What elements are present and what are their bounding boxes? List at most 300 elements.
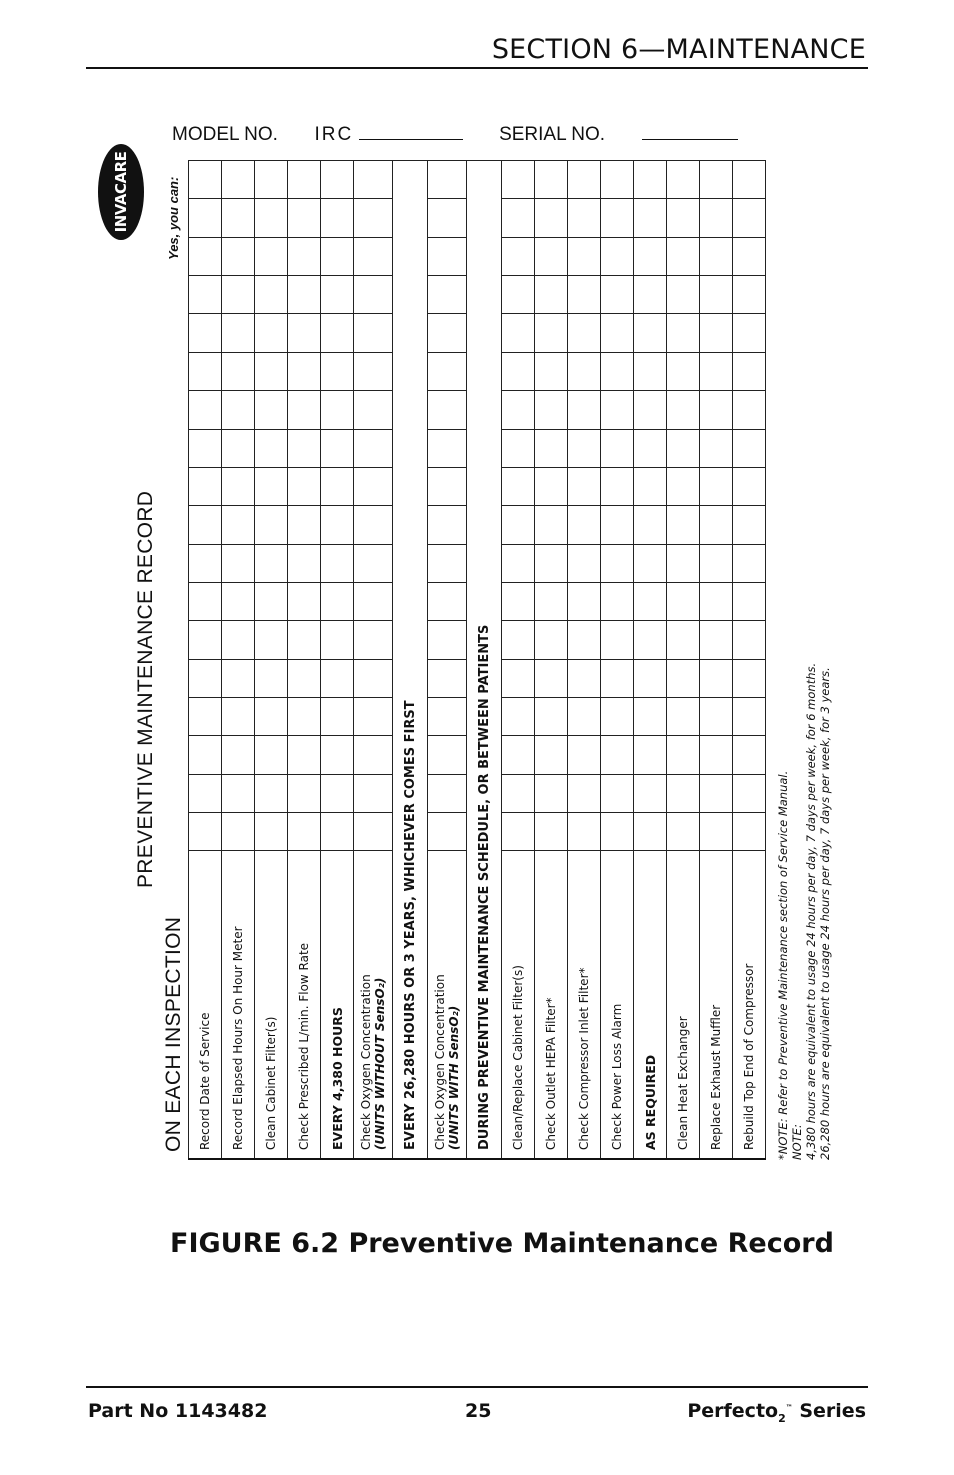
entry-cell[interactable] <box>321 429 354 467</box>
entry-cell[interactable] <box>700 621 733 659</box>
entry-cell[interactable] <box>700 659 733 697</box>
entry-cell[interactable] <box>700 237 733 275</box>
entry-cell[interactable] <box>700 199 733 237</box>
entry-cell[interactable] <box>601 276 634 314</box>
entry-cell[interactable] <box>700 391 733 429</box>
entry-cell[interactable] <box>634 391 667 429</box>
entry-cell[interactable] <box>733 659 766 697</box>
entry-cell[interactable] <box>568 352 601 390</box>
entry-cell[interactable] <box>288 314 321 352</box>
entry-cell[interactable] <box>189 276 222 314</box>
entry-cell[interactable] <box>733 352 766 390</box>
entry-cell[interactable] <box>667 429 700 467</box>
entry-cell[interactable] <box>667 352 700 390</box>
entry-cell[interactable] <box>189 506 222 544</box>
entry-cell[interactable] <box>321 391 354 429</box>
entry-cell[interactable] <box>222 506 255 544</box>
entry-cell[interactable] <box>502 352 535 390</box>
entry-cell[interactable] <box>288 736 321 774</box>
row-label <box>601 851 634 1159</box>
entry-cell[interactable] <box>502 314 535 352</box>
entry-cell[interactable] <box>189 237 222 275</box>
entry-cell[interactable] <box>634 659 667 697</box>
entry-cell[interactable] <box>354 659 393 697</box>
entry-cell[interactable] <box>535 774 568 812</box>
entry-cell[interactable] <box>601 352 634 390</box>
entry-cell[interactable] <box>601 582 634 620</box>
entry-cell[interactable] <box>288 697 321 735</box>
entry-cell[interactable] <box>535 697 568 735</box>
entry-cell[interactable] <box>428 161 467 199</box>
entry-cell[interactable] <box>288 621 321 659</box>
entry-cell[interactable] <box>321 582 354 620</box>
entry-cell[interactable] <box>354 812 393 850</box>
entry-cell[interactable] <box>733 467 766 505</box>
entry-cell[interactable] <box>502 659 535 697</box>
entry-cell[interactable] <box>428 352 467 390</box>
entry-cell[interactable] <box>428 582 467 620</box>
entry-cell[interactable] <box>255 659 288 697</box>
entry-cell[interactable] <box>428 544 467 582</box>
entry-cell[interactable] <box>288 161 321 199</box>
entry-cell[interactable] <box>568 812 601 850</box>
entry-cell[interactable] <box>255 582 288 620</box>
entry-cell[interactable] <box>222 697 255 735</box>
entry-cell[interactable] <box>428 736 467 774</box>
entry-cell[interactable] <box>535 276 568 314</box>
entry-cell[interactable] <box>189 659 222 697</box>
entry-cell[interactable] <box>700 736 733 774</box>
entry-cell[interactable] <box>568 161 601 199</box>
entry-cell[interactable] <box>568 774 601 812</box>
entry-cell[interactable] <box>189 429 222 467</box>
entry-cell[interactable] <box>634 314 667 352</box>
entry-cell[interactable] <box>700 314 733 352</box>
entry-cell[interactable] <box>733 774 766 812</box>
row-label <box>354 851 393 1159</box>
entry-cell[interactable] <box>502 391 535 429</box>
entry-cell[interactable] <box>733 276 766 314</box>
row-label-text: Check Oxygen Concentration <box>359 974 373 1150</box>
entry-cell[interactable] <box>255 199 288 237</box>
entry-cell[interactable] <box>189 621 222 659</box>
entry-cell[interactable] <box>428 659 467 697</box>
entry-cell[interactable] <box>428 276 467 314</box>
entry-cell[interactable] <box>189 391 222 429</box>
entry-cell[interactable] <box>255 736 288 774</box>
entry-cell[interactable] <box>667 199 700 237</box>
entry-cell[interactable] <box>700 582 733 620</box>
entry-cell[interactable] <box>601 774 634 812</box>
entry-cell[interactable] <box>189 352 222 390</box>
entry-cell[interactable] <box>255 352 288 390</box>
entry-cell[interactable] <box>667 467 700 505</box>
entry-cell[interactable] <box>189 812 222 850</box>
entry-cell[interactable] <box>255 276 288 314</box>
entry-cell[interactable] <box>428 429 467 467</box>
entry-cell[interactable] <box>321 467 354 505</box>
entry-cell[interactable] <box>634 697 667 735</box>
entry-cell[interactable] <box>428 237 467 275</box>
entry-cell[interactable] <box>354 391 393 429</box>
entry-cell[interactable] <box>222 314 255 352</box>
entry-cell[interactable] <box>222 582 255 620</box>
entry-cell[interactable] <box>354 697 393 735</box>
entry-cell[interactable] <box>634 429 667 467</box>
entry-cell[interactable] <box>321 659 354 697</box>
entry-cell[interactable] <box>601 161 634 199</box>
entry-cell[interactable] <box>222 199 255 237</box>
entry-cell[interactable] <box>568 199 601 237</box>
entry-cell[interactable] <box>222 352 255 390</box>
entry-cell[interactable] <box>288 352 321 390</box>
entry-cell[interactable] <box>255 621 288 659</box>
entry-cell[interactable] <box>634 237 667 275</box>
model-number-blank[interactable] <box>359 139 463 140</box>
row-label <box>733 851 766 1159</box>
entry-cell[interactable] <box>354 544 393 582</box>
entry-cell[interactable] <box>502 467 535 505</box>
entry-cell[interactable] <box>354 314 393 352</box>
page-number: 25 <box>465 1400 492 1422</box>
entry-cell[interactable] <box>733 429 766 467</box>
entry-cell[interactable] <box>189 774 222 812</box>
entry-cell[interactable] <box>354 467 393 505</box>
entry-cell[interactable] <box>700 812 733 850</box>
entry-cell[interactable] <box>288 276 321 314</box>
entry-cell[interactable] <box>535 161 568 199</box>
entry-cell[interactable] <box>535 812 568 850</box>
entry-cell[interactable] <box>502 506 535 544</box>
entry-cell[interactable] <box>601 544 634 582</box>
entry-cell[interactable] <box>568 697 601 735</box>
entry-cell[interactable] <box>354 736 393 774</box>
entry-cell[interactable] <box>255 812 288 850</box>
entry-cell[interactable] <box>255 467 288 505</box>
entry-cell[interactable] <box>601 429 634 467</box>
entry-cell[interactable] <box>502 774 535 812</box>
entry-cell[interactable] <box>321 314 354 352</box>
entry-cell[interactable] <box>321 352 354 390</box>
entry-cell[interactable] <box>733 199 766 237</box>
entry-cell[interactable] <box>733 314 766 352</box>
entry-cell[interactable] <box>667 544 700 582</box>
entry-cell[interactable] <box>667 812 700 850</box>
entry-cell[interactable] <box>288 391 321 429</box>
row-label <box>700 851 733 1159</box>
row-label-text: Check Prescribed L/min. Flow Rate <box>297 942 311 1150</box>
entry-cell[interactable] <box>733 161 766 199</box>
entry-cell[interactable] <box>189 736 222 774</box>
entry-cell[interactable] <box>601 697 634 735</box>
entry-cell[interactable] <box>354 774 393 812</box>
entry-cell[interactable] <box>222 391 255 429</box>
entry-cell[interactable] <box>354 237 393 275</box>
entry-cell[interactable] <box>568 544 601 582</box>
table-row <box>667 161 700 1160</box>
table-row <box>189 161 222 1160</box>
entry-cell[interactable] <box>667 391 700 429</box>
entry-cell[interactable] <box>634 774 667 812</box>
entry-cell[interactable] <box>321 199 354 237</box>
entry-cell[interactable] <box>700 506 733 544</box>
entry-cell[interactable] <box>288 506 321 544</box>
row-label <box>634 851 667 1159</box>
row-label-text: Record Date of Service <box>198 1012 212 1150</box>
entry-cell[interactable] <box>634 621 667 659</box>
entry-cell[interactable] <box>255 237 288 275</box>
entry-cell[interactable] <box>222 621 255 659</box>
entry-cell[interactable] <box>634 352 667 390</box>
entry-cell[interactable] <box>255 314 288 352</box>
entry-cell[interactable] <box>321 774 354 812</box>
entry-cell[interactable] <box>321 544 354 582</box>
model-prefix: IRC <box>314 124 354 145</box>
entry-cell[interactable] <box>634 467 667 505</box>
entry-cell[interactable] <box>502 697 535 735</box>
entry-cell[interactable] <box>255 774 288 812</box>
entry-cell[interactable] <box>502 276 535 314</box>
entry-cell[interactable] <box>700 697 733 735</box>
entry-cell[interactable] <box>321 506 354 544</box>
entry-cell[interactable] <box>502 544 535 582</box>
entry-cell[interactable] <box>502 812 535 850</box>
trademark: ™ <box>785 1403 793 1412</box>
row-label <box>667 851 700 1159</box>
entry-cell[interactable] <box>634 736 667 774</box>
entry-cell[interactable] <box>568 467 601 505</box>
entry-cell[interactable] <box>568 659 601 697</box>
tagline: Yes, you can: <box>166 176 181 260</box>
entry-cell[interactable] <box>189 161 222 199</box>
entry-cell[interactable] <box>189 544 222 582</box>
entry-cell[interactable] <box>634 812 667 850</box>
entry-cell[interactable] <box>288 582 321 620</box>
entry-cell[interactable] <box>667 161 700 199</box>
entry-cell[interactable] <box>222 237 255 275</box>
entry-cell[interactable] <box>700 774 733 812</box>
entry-cell[interactable] <box>255 391 288 429</box>
entry-cell[interactable] <box>733 697 766 735</box>
entry-cell[interactable] <box>601 736 634 774</box>
entry-cell[interactable] <box>535 237 568 275</box>
entry-cell[interactable] <box>634 506 667 544</box>
part-number: Part No 1143482 <box>88 1400 268 1422</box>
entry-cell[interactable] <box>502 582 535 620</box>
entry-cell[interactable] <box>502 199 535 237</box>
entry-cell[interactable] <box>700 276 733 314</box>
entry-cell[interactable] <box>321 812 354 850</box>
product-name <box>687 1400 866 1425</box>
entry-cell[interactable] <box>535 659 568 697</box>
entry-cell[interactable] <box>700 544 733 582</box>
entry-cell[interactable] <box>321 161 354 199</box>
entry-cell[interactable] <box>568 391 601 429</box>
entry-cell[interactable] <box>667 736 700 774</box>
footer-rule <box>86 1386 868 1388</box>
entry-cell[interactable] <box>354 276 393 314</box>
entry-cell[interactable] <box>733 621 766 659</box>
entry-cell[interactable] <box>733 812 766 850</box>
entry-cell[interactable] <box>288 429 321 467</box>
entry-cell[interactable] <box>222 429 255 467</box>
entry-cell[interactable] <box>601 237 634 275</box>
entry-cell[interactable] <box>733 736 766 774</box>
table-row <box>393 161 428 1160</box>
entry-cell[interactable] <box>354 621 393 659</box>
entry-cell[interactable] <box>428 391 467 429</box>
entry-cell[interactable] <box>667 774 700 812</box>
entry-cell[interactable] <box>502 161 535 199</box>
entry-cell[interactable] <box>502 621 535 659</box>
entry-cell[interactable] <box>733 544 766 582</box>
entry-cell[interactable] <box>428 774 467 812</box>
entry-cell[interactable] <box>733 582 766 620</box>
entry-cell[interactable] <box>634 199 667 237</box>
note-line: NOTE: <box>790 1124 804 1160</box>
entry-cell[interactable] <box>634 161 667 199</box>
entry-cell[interactable] <box>634 544 667 582</box>
entry-cell[interactable] <box>428 467 467 505</box>
entry-cell[interactable] <box>535 736 568 774</box>
entry-cell[interactable] <box>288 237 321 275</box>
entry-cell[interactable] <box>634 276 667 314</box>
entry-cell[interactable] <box>189 467 222 505</box>
row-label <box>255 851 288 1159</box>
entry-cell[interactable] <box>189 582 222 620</box>
entry-cell[interactable] <box>222 736 255 774</box>
entry-cell[interactable] <box>189 199 222 237</box>
entry-cell[interactable] <box>568 429 601 467</box>
entry-cell[interactable] <box>288 544 321 582</box>
table-row <box>354 161 393 1160</box>
entry-cell[interactable] <box>535 391 568 429</box>
entry-cell[interactable] <box>535 544 568 582</box>
entry-cell[interactable] <box>568 621 601 659</box>
entry-cell[interactable] <box>354 161 393 199</box>
entry-cell[interactable] <box>700 352 733 390</box>
entry-cell[interactable] <box>354 429 393 467</box>
entry-cell[interactable] <box>667 314 700 352</box>
entry-cell[interactable] <box>667 506 700 544</box>
entry-cell[interactable] <box>601 391 634 429</box>
entry-cell[interactable] <box>428 621 467 659</box>
entry-cell[interactable] <box>700 161 733 199</box>
entry-cell[interactable] <box>634 582 667 620</box>
entry-cell[interactable] <box>321 736 354 774</box>
entry-cell[interactable] <box>255 429 288 467</box>
entry-cell[interactable] <box>222 774 255 812</box>
entry-cell[interactable] <box>222 544 255 582</box>
entry-cell[interactable] <box>428 812 467 850</box>
entry-cell[interactable] <box>667 697 700 735</box>
entry-cell[interactable] <box>321 621 354 659</box>
entry-cell[interactable] <box>354 582 393 620</box>
entry-cell[interactable] <box>288 659 321 697</box>
entry-cell[interactable] <box>428 314 467 352</box>
entry-cell[interactable] <box>354 352 393 390</box>
entry-cell[interactable] <box>568 582 601 620</box>
entry-cell[interactable] <box>535 582 568 620</box>
entry-cell[interactable] <box>535 506 568 544</box>
entry-cell[interactable] <box>667 582 700 620</box>
entry-cell[interactable] <box>568 314 601 352</box>
record-title: PREVENTIVE MAINTENANCE RECORD <box>134 490 157 888</box>
entry-cell[interactable] <box>354 506 393 544</box>
entry-cell[interactable] <box>288 467 321 505</box>
entry-cell[interactable] <box>535 199 568 237</box>
entry-cell[interactable] <box>700 467 733 505</box>
entry-cell[interactable] <box>222 467 255 505</box>
entry-cell[interactable] <box>667 276 700 314</box>
entry-cell[interactable] <box>733 237 766 275</box>
entry-cell[interactable] <box>535 429 568 467</box>
entry-cell[interactable] <box>568 276 601 314</box>
row-label-text: Replace Exhaust Muffler <box>709 1004 723 1150</box>
entry-cell[interactable] <box>502 237 535 275</box>
entry-cell[interactable] <box>535 314 568 352</box>
entry-cell[interactable] <box>321 237 354 275</box>
entry-cell[interactable] <box>288 812 321 850</box>
entry-cell[interactable] <box>568 506 601 544</box>
entry-cell[interactable] <box>222 276 255 314</box>
entry-cell[interactable] <box>601 467 634 505</box>
entry-cell[interactable] <box>255 697 288 735</box>
entry-cell[interactable] <box>601 812 634 850</box>
entry-cell[interactable] <box>535 352 568 390</box>
entry-cell[interactable] <box>502 736 535 774</box>
product-base: Perfecto <box>687 1400 779 1422</box>
entry-cell[interactable] <box>601 506 634 544</box>
header-rule <box>86 67 868 69</box>
entry-cell[interactable] <box>568 736 601 774</box>
serial-number-blank[interactable] <box>642 139 738 140</box>
entry-cell[interactable] <box>667 659 700 697</box>
entry-cell[interactable] <box>255 544 288 582</box>
entry-cell[interactable] <box>667 237 700 275</box>
entry-cell[interactable] <box>601 621 634 659</box>
entry-cell[interactable] <box>189 697 222 735</box>
entry-cell[interactable] <box>189 314 222 352</box>
entry-cell[interactable] <box>428 506 467 544</box>
entry-cell[interactable] <box>601 659 634 697</box>
entry-cell[interactable] <box>667 621 700 659</box>
product-suffix: Series <box>792 1400 866 1422</box>
entry-cell[interactable] <box>733 506 766 544</box>
entry-cell[interactable] <box>255 161 288 199</box>
entry-cell[interactable] <box>502 429 535 467</box>
entry-cell[interactable] <box>321 697 354 735</box>
entry-cell[interactable] <box>321 276 354 314</box>
entry-cell[interactable] <box>700 429 733 467</box>
entry-cell[interactable] <box>535 467 568 505</box>
entry-cell[interactable] <box>222 812 255 850</box>
entry-cell[interactable] <box>222 659 255 697</box>
entry-cell[interactable] <box>354 199 393 237</box>
entry-cell[interactable] <box>255 506 288 544</box>
entry-cell[interactable] <box>601 314 634 352</box>
entry-cell[interactable] <box>428 199 467 237</box>
entry-cell[interactable] <box>535 621 568 659</box>
entry-cell[interactable] <box>288 199 321 237</box>
table-row <box>288 161 321 1160</box>
entry-cell[interactable] <box>601 199 634 237</box>
entry-cell[interactable] <box>428 697 467 735</box>
entry-cell[interactable] <box>288 774 321 812</box>
entry-cell[interactable] <box>733 391 766 429</box>
entry-cell[interactable] <box>222 161 255 199</box>
entry-cell[interactable] <box>568 237 601 275</box>
